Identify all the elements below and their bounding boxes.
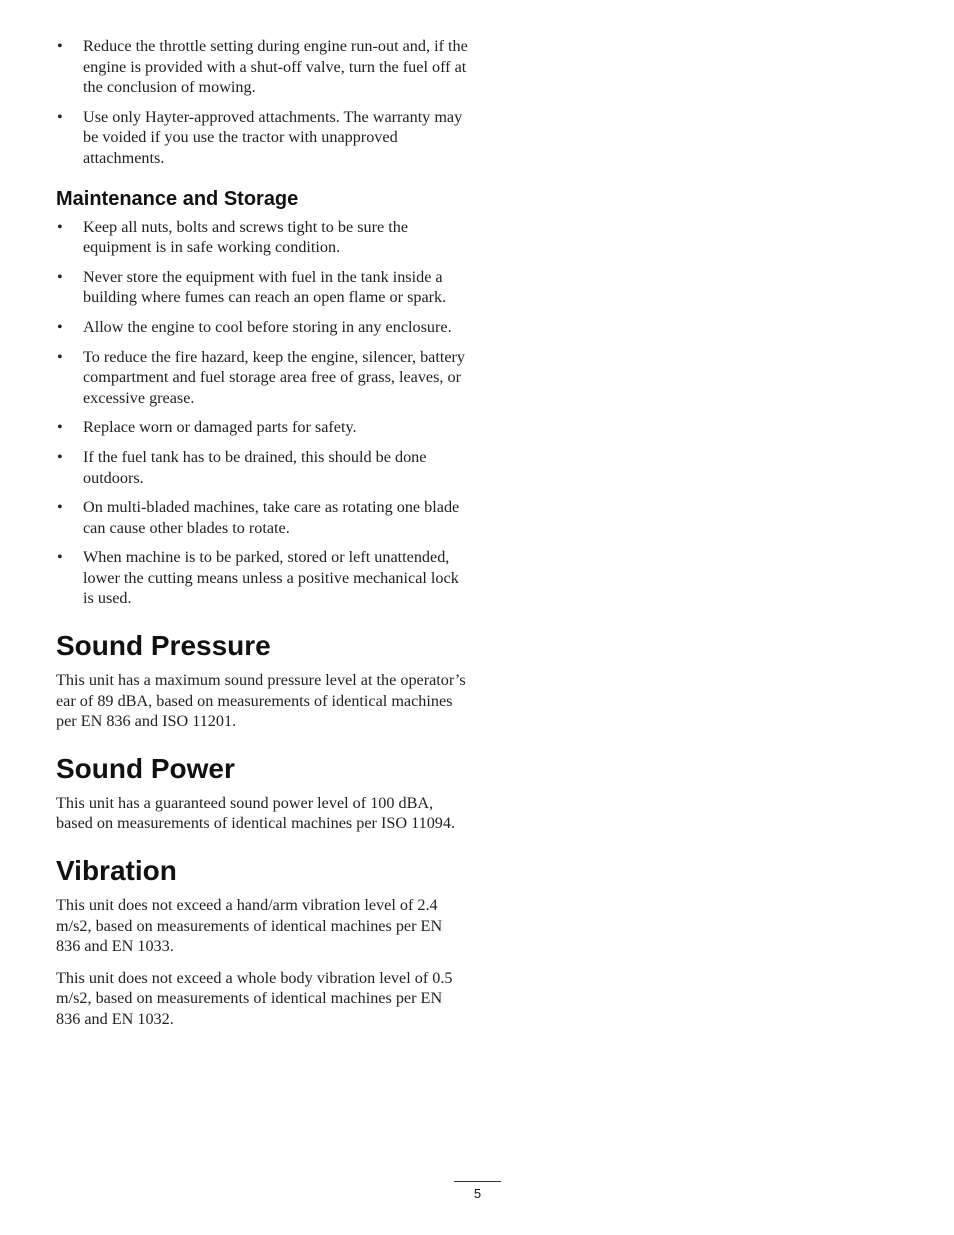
bullet-text: Replace worn or damaged parts for safety. [83, 418, 357, 437]
bullet-item [56, 497, 468, 538]
bullet-marker: • [57, 317, 63, 336]
bullet-item [56, 217, 468, 258]
bullet-item [56, 447, 468, 488]
bullet-text: Never store the equipment with fuel in the tank inside a building where fumes can reach an open flame or spark. [83, 267, 447, 307]
bullet-item [56, 36, 468, 98]
bullet-text: If the fuel tank has to be drained, this should be done outdoors. [83, 447, 427, 487]
bullet-text: When machine is to be parked, stored or left unattended, lower the cutting means unless a positive mechanical lock is used. [83, 548, 459, 608]
bullet-text: On multi-bladed machines, take care as rotating one blade can cause other blades to rotate. [83, 498, 460, 537]
bullet-marker: • [57, 347, 63, 366]
bullet-text: To reduce the fire hazard, keep the engine, silencer, battery compartment and fuel storage area free of grass, leaves, or excessive grease. [83, 347, 466, 407]
vibration-heading: Vibration [56, 855, 177, 887]
vibration-text: This unit does not exceed a whole body vibration level of 0.5 m/s2, based on measurements of identical machines per EN 836 and EN 1032. [56, 968, 453, 1028]
bullet-marker: • [57, 37, 63, 55]
vibration-text: This unit does not exceed a hand/arm vibration level of 2.4 m/s2, based on measurements of identical machines per EN 836 and EN 1033. [56, 896, 443, 956]
bullet-marker: • [57, 267, 63, 286]
bullet-text: Allow the engine to cool before storing in any enclosure. [83, 317, 452, 336]
bullet-item [56, 267, 468, 308]
page-number: 5 [473, 1186, 482, 1201]
sound-power-heading: Sound Power [56, 752, 235, 784]
bullet-marker: • [57, 418, 63, 437]
sound-pressure-text: This unit has a maximum sound pressure level at the operator’s ear of 89 dBA, based on measurements of identical machines per EN 836 and ISO 11201. [56, 671, 466, 731]
text-column [56, 36, 468, 1041]
bullet-marker: • [57, 498, 63, 517]
bullet-marker: • [57, 217, 63, 236]
bullet-item [56, 417, 468, 438]
bullet-marker: • [57, 447, 63, 466]
bullet-item [56, 547, 468, 609]
bullet-text: Reduce the throttle setting during engine run-out and, if the engine is provided with a shut-off valve, turn the fuel off at the conclusion of mowing. [83, 37, 468, 97]
bullet-item [56, 107, 468, 169]
bullet-marker: • [57, 548, 63, 567]
bullet-text: Use only Hayter-approved attachments. The warranty may be voided if you use the tractor with unapproved attachments. [83, 107, 463, 167]
sound-power-text: This unit has a guaranteed sound power level of 100 dBA, based on measurements of identical machines per ISO 11094. [56, 793, 456, 833]
bullet-item [56, 317, 468, 338]
sound-pressure-heading: Sound Pressure [56, 630, 271, 662]
bullet-item [56, 347, 468, 409]
bullet-marker: • [57, 107, 63, 126]
maintenance-heading: Maintenance and Storage [56, 187, 299, 210]
bullet-text: Keep all nuts, bolts and screws tight to be sure the equipment is in safe working condition. [83, 217, 409, 257]
footer-rule [454, 1181, 501, 1182]
